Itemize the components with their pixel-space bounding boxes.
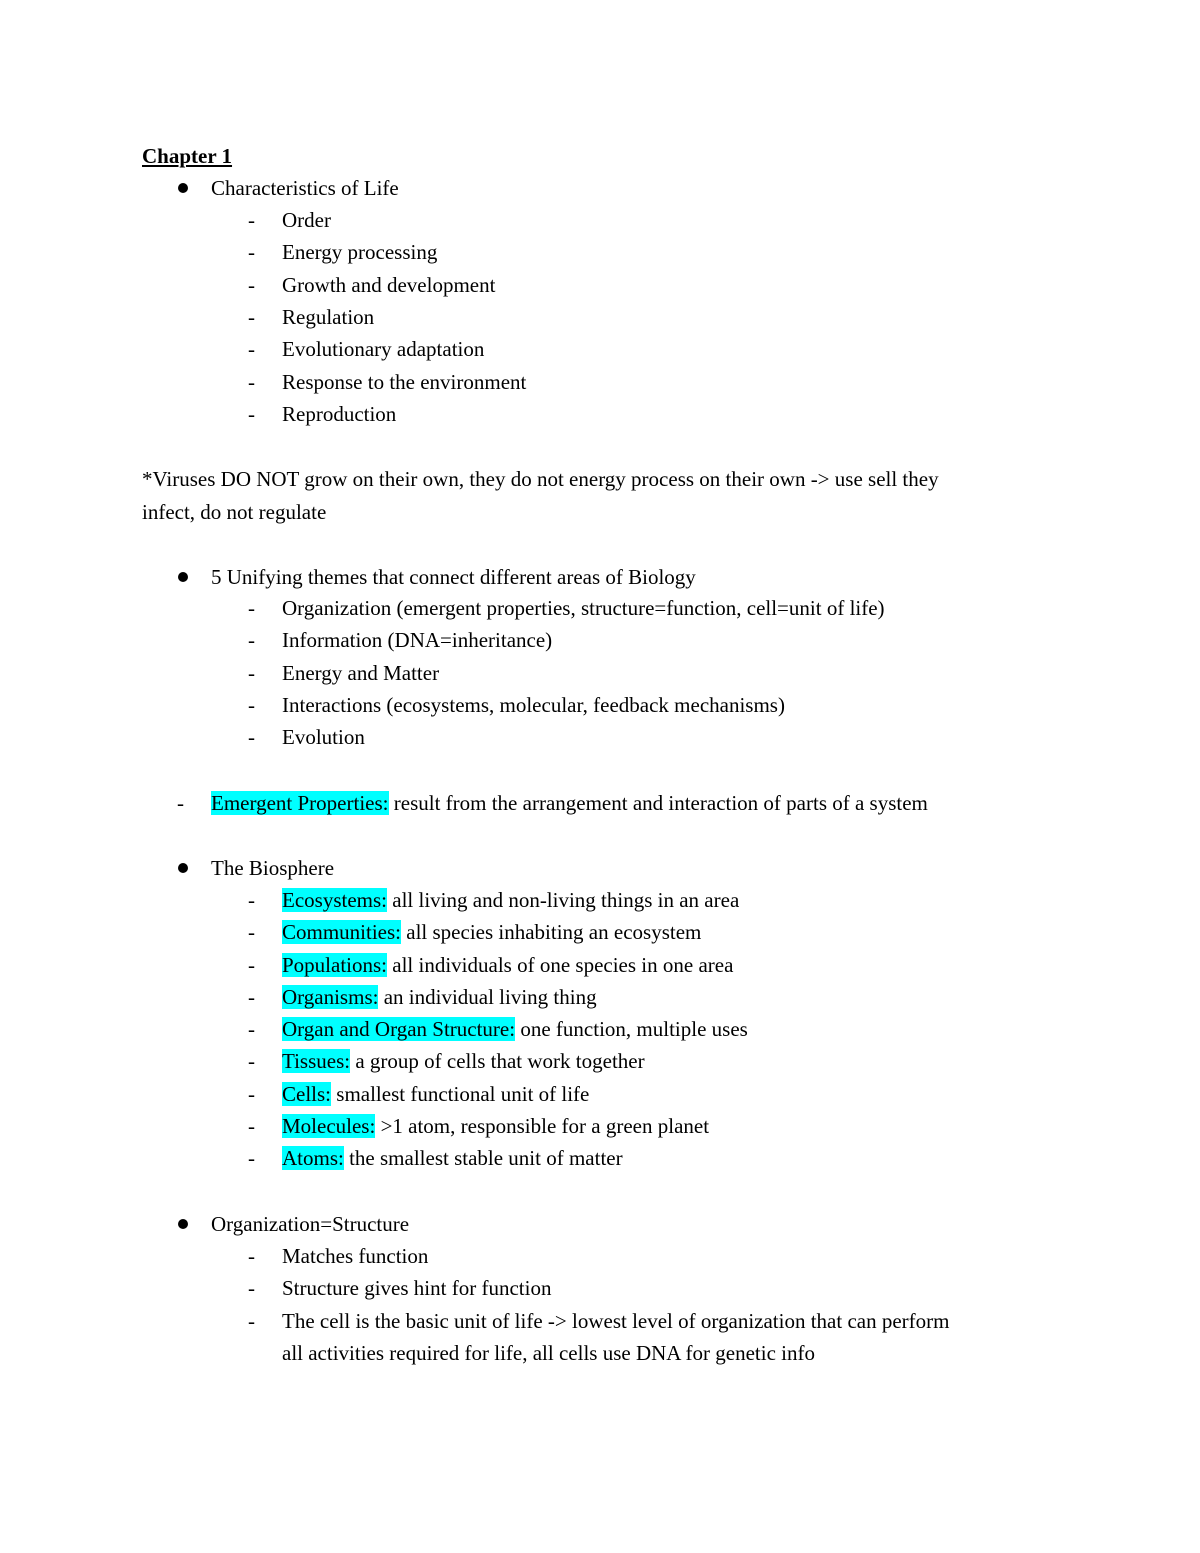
list-item: Regulation — [282, 305, 375, 329]
dash-icon: - — [248, 1146, 255, 1170]
dash-icon: - — [248, 1017, 255, 1041]
term-definition: all species inhabiting an ecosystem — [401, 920, 702, 944]
list-item — [282, 1013, 748, 1045]
term-definition: one function, multiple uses — [515, 1017, 748, 1041]
list-item — [282, 1078, 589, 1110]
dash-icon: - — [248, 305, 255, 329]
section-heading-organization: Organization=Structure — [211, 1212, 410, 1236]
dash-icon: - — [248, 920, 255, 944]
chapter-title: Chapter 1 — [142, 144, 233, 168]
dash-icon: - — [248, 693, 255, 717]
list-item: Order — [282, 208, 331, 232]
dash-icon: - — [248, 337, 255, 361]
list-item: Matches function — [282, 1244, 429, 1268]
dash-icon: - — [248, 208, 255, 232]
term-definition: all individuals of one species in one area — [387, 953, 734, 977]
bullet-icon — [178, 1219, 188, 1229]
list-item — [282, 1045, 645, 1077]
list-item: Growth and development — [282, 273, 496, 297]
virus-note-line1: *Viruses DO NOT grow on their own, they do not energy process on their own -> use sell they — [142, 467, 939, 491]
bullet-icon — [178, 572, 188, 582]
dash-icon: - — [248, 1276, 255, 1300]
dash-icon: - — [248, 1114, 255, 1138]
term-definition: >1 atom, responsible for a green planet — [375, 1114, 710, 1138]
emergent-properties-line — [211, 787, 928, 819]
list-item-line2: all activities required for life, all cells use DNA for genetic info — [282, 1341, 815, 1365]
term-highlight: Molecules: — [282, 1114, 376, 1138]
dash-icon: - — [177, 791, 184, 815]
bullet-icon — [178, 183, 188, 193]
list-item: Information (DNA=inheritance) — [282, 628, 553, 652]
list-item — [282, 949, 733, 981]
term-highlight: Cells: — [282, 1082, 332, 1106]
dash-icon: - — [248, 240, 255, 264]
bullet-icon — [178, 863, 188, 873]
list-item — [282, 916, 701, 948]
list-item: Evolutionary adaptation — [282, 337, 485, 361]
list-item: Energy processing — [282, 240, 438, 264]
list-item — [282, 981, 597, 1013]
term-highlight: Organisms: — [282, 985, 379, 1009]
list-item-line1: The cell is the basic unit of life -> lowest level of organization that can perform — [282, 1309, 950, 1333]
term-highlight: Communities: — [282, 920, 402, 944]
term-definition: a group of cells that work together — [350, 1049, 645, 1073]
list-item: Response to the environment — [282, 370, 527, 394]
list-item: Energy and Matter — [282, 661, 440, 685]
term-definition: smallest functional unit of life — [331, 1082, 590, 1106]
term-highlight: Atoms: — [282, 1146, 344, 1170]
term-highlight: Populations: — [282, 953, 388, 977]
term-definition: result from the arrangement and interaction of parts of a system — [388, 791, 928, 815]
dash-icon: - — [248, 1049, 255, 1073]
term-highlight: Ecosystems: — [282, 888, 387, 912]
section-heading-themes: 5 Unifying themes that connect different areas of Biology — [211, 565, 696, 589]
section-heading-characteristics: Characteristics of Life — [211, 176, 399, 200]
list-item: Evolution — [282, 725, 365, 749]
dash-icon: - — [248, 628, 255, 652]
dash-icon: - — [248, 888, 255, 912]
dash-icon: - — [248, 661, 255, 685]
dash-icon: - — [248, 370, 255, 394]
term-definition: an individual living thing — [378, 985, 597, 1009]
dash-icon: - — [248, 953, 255, 977]
term-definition: the smallest stable unit of matter — [343, 1146, 623, 1170]
dash-icon: - — [248, 402, 255, 426]
dash-icon: - — [248, 1309, 255, 1333]
dash-icon: - — [248, 1244, 255, 1268]
list-item: Structure gives hint for function — [282, 1276, 552, 1300]
dash-icon: - — [248, 985, 255, 1009]
term-highlight: Emergent Properties: — [211, 791, 389, 815]
section-heading-biosphere: The Biosphere — [211, 856, 335, 880]
list-item — [282, 1110, 709, 1142]
list-item — [282, 884, 739, 916]
term-definition: all living and non-living things in an area — [387, 888, 740, 912]
list-item: Organization (emergent properties, structure=function, cell=unit of life) — [282, 596, 885, 620]
dash-icon: - — [248, 725, 255, 749]
term-highlight: Tissues: — [282, 1049, 351, 1073]
list-item: Reproduction — [282, 402, 397, 426]
virus-note-line2: infect, do not regulate — [142, 500, 327, 524]
list-item — [282, 1142, 623, 1174]
dash-icon: - — [248, 1082, 255, 1106]
dash-icon: - — [248, 273, 255, 297]
dash-icon: - — [248, 596, 255, 620]
list-item: Interactions (ecosystems, molecular, feedback mechanisms) — [282, 693, 785, 717]
term-highlight: Organ and Organ Structure: — [282, 1017, 516, 1041]
